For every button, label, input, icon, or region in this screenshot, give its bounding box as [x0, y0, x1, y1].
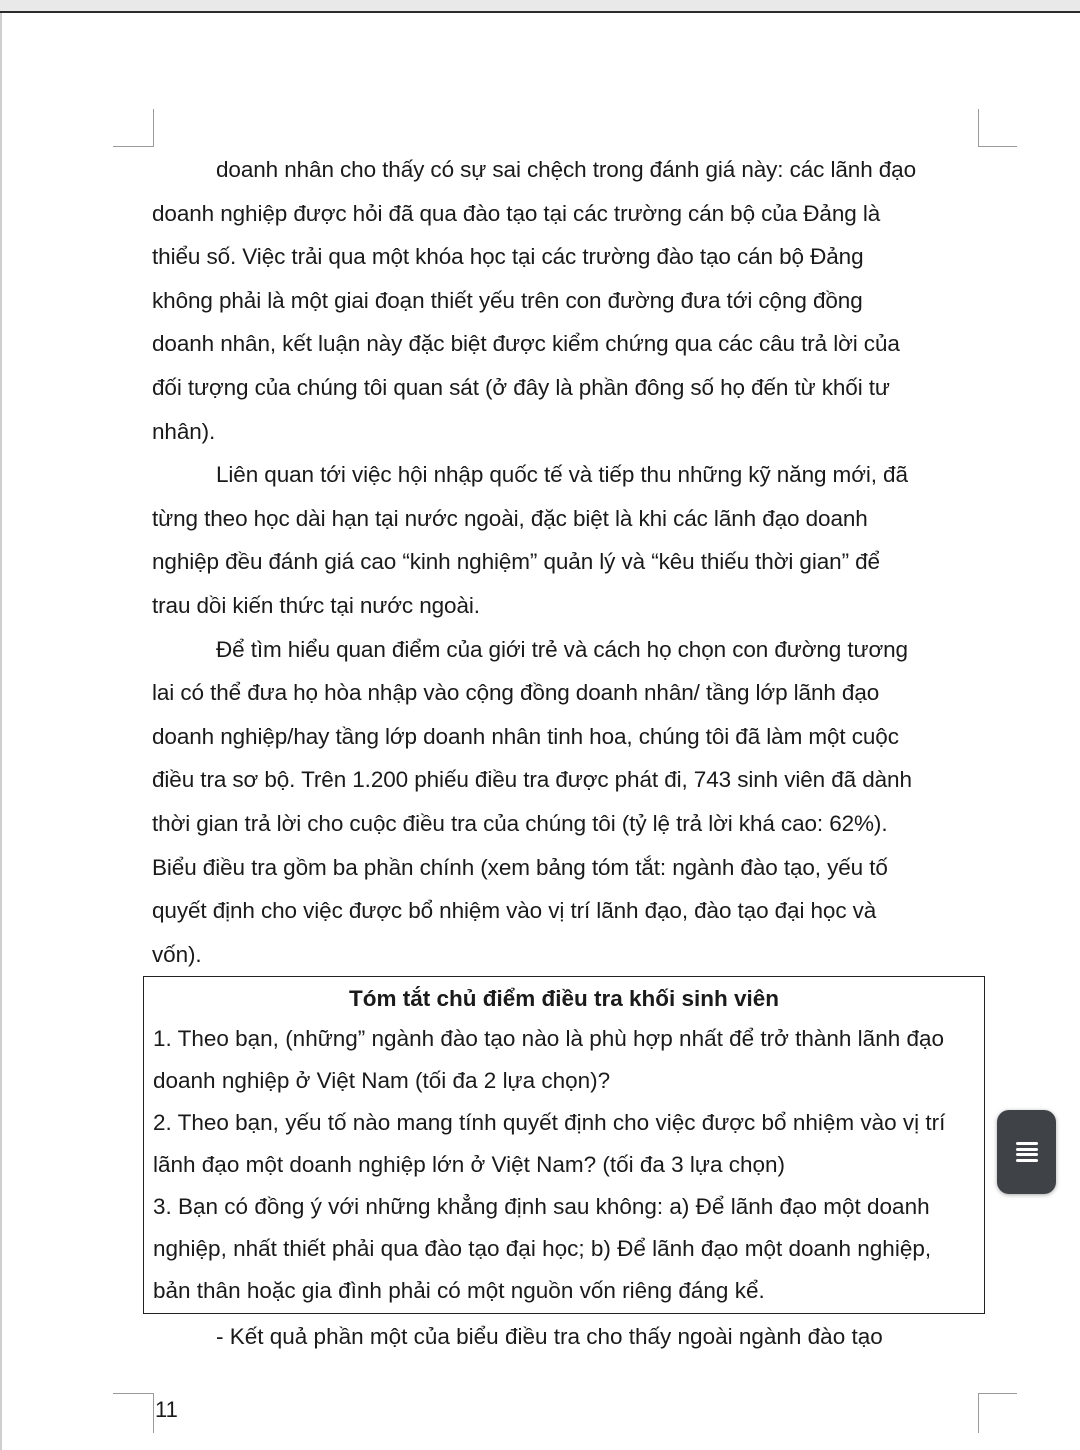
crop-mark-bottom-left-h	[113, 1393, 154, 1394]
text-line: - Kết quả phần một của biểu điều tra cho thấy ngoài ngành đào tạo	[216, 1324, 883, 1349]
crop-mark-top-right-h	[978, 146, 1017, 147]
crop-mark-top-left-h	[113, 146, 154, 147]
text-line: vốn).	[152, 941, 202, 967]
text-line: không phải là một giai đoạn thiết yếu trên con đường đưa tới cộng đồng	[152, 287, 863, 313]
text-line: trau dồi kiến thức tại nước ngoài.	[152, 592, 480, 618]
crop-mark-bottom-left-v	[153, 1393, 154, 1433]
summary-line: 1. Theo bạn, (những” ngành đào tạo nào là phù hợp nhất để trở thành lãnh đạo	[153, 1026, 945, 1051]
summary-line: lãnh đạo một doanh nghiệp lớn ở Việt Nam? (tối đa 3 lựa chọn)	[153, 1152, 786, 1177]
summary-line: 2. Theo bạn, yếu tố nào mang tính quyết định cho việc được bổ nhiệm vào vị trí	[153, 1110, 946, 1135]
text-line: nghiệp đều đánh giá cao “kinh nghiệm” quản lý và “kêu thiếu thời gian” để	[152, 549, 880, 575]
text-line: Liên quan tới việc hội nhập quốc tế và tiếp thu những kỹ năng mới, đã	[216, 462, 908, 488]
page-number: 11	[155, 1397, 178, 1422]
text-line: Biểu điều tra gồm ba phần chính (xem bảng tóm tắt: ngành đào tạo, yếu tố	[152, 854, 888, 880]
text-line: doanh nhân cho thấy có sự sai chệch trong đánh giá này: các lãnh đạo	[216, 157, 917, 182]
crop-mark-bottom-right-v	[978, 1393, 979, 1433]
text-line: nhân).	[152, 418, 216, 444]
summary-list	[153, 1018, 978, 1312]
text-line: thiểu số. Việc trải qua một khóa học tại các trường đào tạo cán bộ Đảng	[152, 244, 864, 270]
menu-icon	[1016, 1142, 1038, 1162]
text-line: đối tượng của chúng tôi quan sát (ở đây là phần đông số họ đến từ khối tư	[152, 374, 890, 400]
crop-mark-top-right-v	[978, 109, 979, 147]
text-line: doanh nghiệp/hay tầng lớp doanh nhân tinh hoa, chúng tôi đã làm một cuộc	[152, 723, 899, 749]
text-line: quyết định cho việc được bổ nhiệm vào vị trí lãnh đạo, đào tạo đại học và	[152, 898, 877, 924]
text-line: doanh nhân, kết luận này đặc biệt được kiểm chứng qua các câu trả lời của	[152, 331, 900, 357]
survey-summary-box	[143, 976, 985, 1314]
summary-title: Tóm tắt chủ điểm điều tra khối sinh viên	[348, 986, 780, 1011]
body-text	[152, 148, 982, 976]
text-line: lai có thể đưa họ hòa nhập vào cộng đồng doanh nhân/ tầng lớp lãnh đạo	[152, 680, 880, 706]
text-line: từng theo học dài hạn tại nước ngoài, đặc biệt là khi các lãnh đạo doanh	[152, 505, 868, 531]
text-line: Để tìm hiểu quan điểm của giới trẻ và cách họ chọn con đường tương	[216, 636, 908, 662]
text-line: điều tra sơ bộ. Trên 1.200 phiếu điều tra được phát đi, 743 sinh viên đã dành	[152, 767, 912, 793]
text-line: thời gian trả lời cho cuộc điều tra của chúng tôi (tỷ lệ trả lời khá cao: 62%).	[152, 810, 888, 836]
summary-line: bản thân hoặc gia đình phải có một nguồn vốn riêng đáng kể.	[153, 1278, 765, 1303]
floating-menu-button[interactable]	[997, 1110, 1056, 1194]
summary-line: doanh nghiệp ở Việt Nam (tối đa 2 lựa chọn)?	[153, 1068, 611, 1093]
text-line: doanh nghiệp được hỏi đã qua đào tạo tại các trường cán bộ của Đảng là	[152, 200, 881, 226]
top-toolbar-strip	[0, 0, 1080, 13]
summary-line: nghiệp, nhất thiết phải qua đào tạo đại học; b) Để lãnh đạo một doanh nghiệp,	[153, 1236, 932, 1261]
page-edge	[0, 13, 2, 1450]
crop-mark-bottom-right-h	[978, 1393, 1017, 1394]
summary-line: 3. Bạn có đồng ý với những khẳng định sau không: a) Để lãnh đạo một doanh	[153, 1194, 930, 1219]
crop-mark-top-left-v	[153, 109, 154, 147]
